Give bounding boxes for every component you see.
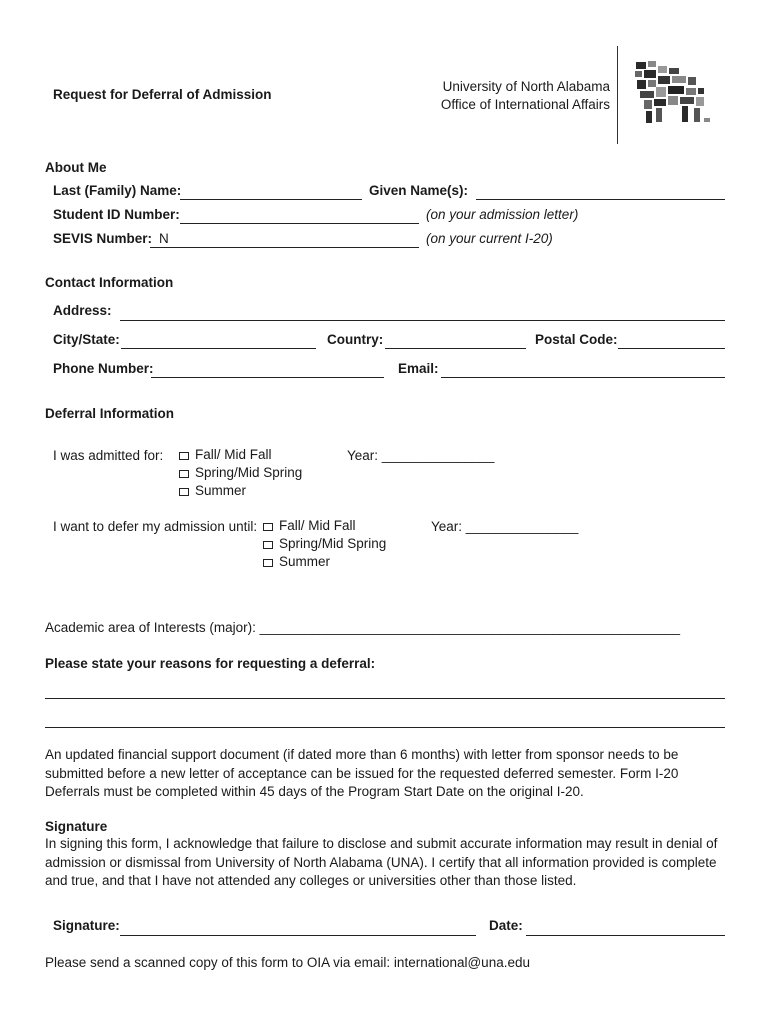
given-name-label: Given Name(s): (369, 183, 469, 198)
submission-instruction: Please send a scanned copy of this form to OIA via email: international@una.edu (45, 955, 530, 970)
org-line-1: University of North Alabama (442, 79, 610, 94)
form-title: Request for Deferral of Admission (53, 87, 272, 102)
admitted-fall-label: Fall/ Mid Fall (195, 447, 272, 462)
student-id-field[interactable] (180, 223, 419, 224)
signature-heading: Signature (45, 819, 108, 834)
signature-field[interactable] (120, 935, 476, 936)
academic-interest-field[interactable]: Academic area of Interests (major): ________________________________________________________ (45, 620, 681, 635)
admitted-fall-checkbox[interactable] (179, 452, 189, 460)
signature-statement: In signing this form, I acknowledge that failure to disclose and submit accurate information may result in denial of admission or dismissal from University of North Alabama (UNA). I certify that all information provided is complete and true, and that I have not attended any colleges or universities other than those listed. (45, 836, 718, 888)
phone-label: Phone Number: (53, 361, 154, 376)
defer-summer-label: Summer (279, 554, 331, 569)
header-divider (617, 46, 618, 144)
city-label: City/State: (53, 332, 120, 347)
about-heading: About Me (45, 160, 107, 175)
lion-mosaic-logo (632, 58, 712, 128)
address-field[interactable] (120, 320, 725, 321)
date-label: Date: (489, 918, 523, 933)
sevis-prefilled-value: N (159, 231, 169, 246)
country-label: Country: (327, 332, 384, 347)
given-name-field[interactable] (476, 199, 725, 200)
last-name-label: Last (Family) Name: (53, 183, 182, 198)
sevis-field[interactable] (150, 247, 419, 248)
financial-notice: An updated financial support document (if dated more than 6 months) with letter from sponsor needs to be submitted before a new letter of acceptance can be issued for the requested deferred semester. Form I-20 Deferrals must be completed within 45 days of the Program Start Date on the original I-20. (45, 747, 679, 799)
sevis-label: SEVIS Number: (53, 231, 153, 246)
defer-summer-checkbox[interactable] (263, 559, 273, 567)
postal-field[interactable] (618, 348, 725, 349)
contact-heading: Contact Information (45, 275, 174, 290)
email-field[interactable] (441, 377, 725, 378)
admitted-for-label: I was admitted for: (53, 448, 164, 463)
student-id-label: Student ID Number: (53, 207, 180, 222)
reasons-line-1[interactable] (45, 698, 725, 699)
sevis-hint: (on your current I-20) (426, 231, 553, 246)
defer-spring-label: Spring/Mid Spring (279, 536, 387, 551)
phone-field[interactable] (151, 377, 384, 378)
email-label: Email: (398, 361, 439, 376)
postal-label: Postal Code: (535, 332, 618, 347)
admitted-summer-checkbox[interactable] (179, 488, 189, 496)
date-field[interactable] (526, 935, 725, 936)
defer-spring-checkbox[interactable] (263, 541, 273, 549)
admitted-year-field[interactable]: Year: _______________ (347, 448, 495, 463)
admitted-spring-checkbox[interactable] (179, 470, 189, 478)
defer-year-field[interactable]: Year: _______________ (431, 519, 579, 534)
reasons-label: Please state your reasons for requesting a deferral: (45, 656, 376, 671)
reasons-line-2[interactable] (45, 727, 725, 728)
defer-fall-checkbox[interactable] (263, 523, 273, 531)
admitted-summer-label: Summer (195, 483, 247, 498)
org-line-2: Office of International Affairs (440, 97, 610, 112)
admitted-spring-label: Spring/Mid Spring (195, 465, 303, 480)
country-field[interactable] (385, 348, 526, 349)
student-id-hint: (on your admission letter) (426, 207, 579, 222)
address-label: Address: (53, 303, 112, 318)
defer-fall-label: Fall/ Mid Fall (279, 518, 356, 533)
signature-label: Signature: (53, 918, 120, 933)
defer-until-label: I want to defer my admission until: (53, 519, 258, 534)
city-field[interactable] (121, 348, 316, 349)
deferral-heading: Deferral Information (45, 406, 175, 421)
last-name-field[interactable] (180, 199, 362, 200)
